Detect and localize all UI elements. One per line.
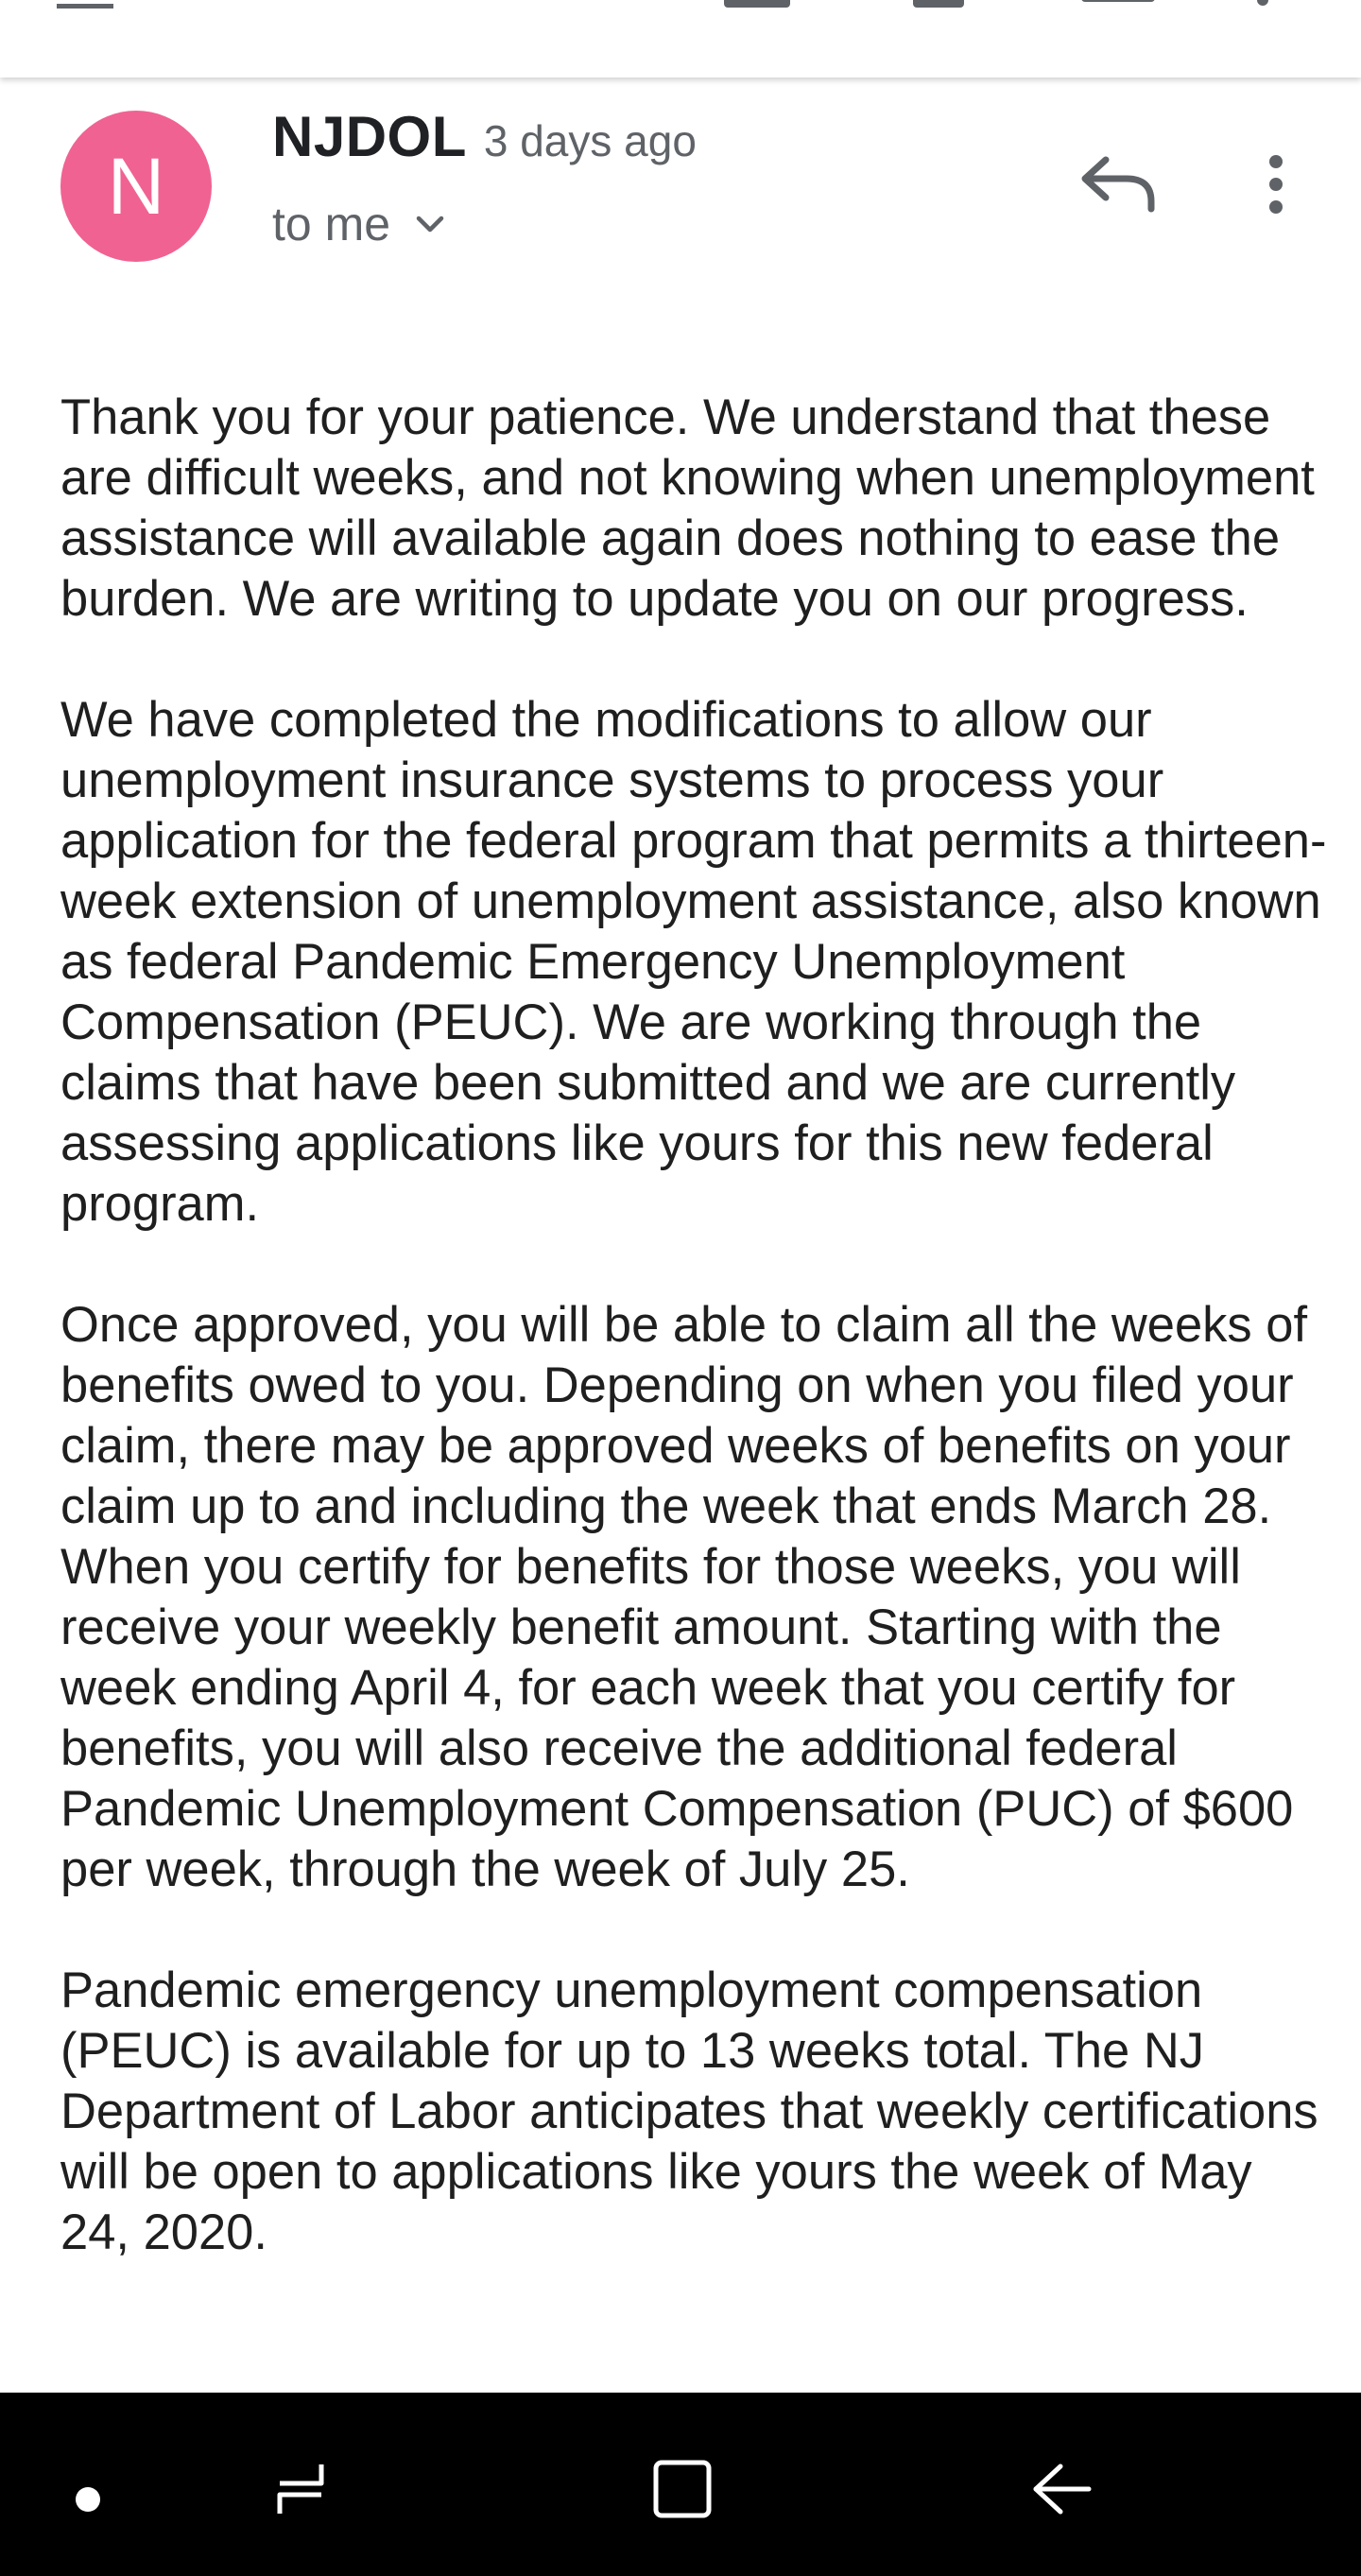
avatar[interactable]: N	[60, 111, 212, 262]
body-paragraph: Thank you for your patience. We understand that these are difficult weeks, and not knowing when unemployment assistance will available again does nothing to ease the burden. We are writing to update you on our progress.	[60, 389, 1315, 627]
body-paragraph: Once approved, you will be able to claim all the weeks of benefits owed to you. Depending on when you filed your claim, there may be approved weeks of benefits on your claim up to and including the week that ends March 28. When you certify for benefits for those weeks, you will receive your weekly benefit amount. Starting with the week ending April 4, for each week that you certify for benefits, you will also receive the additional federal Pandemic Unemployment Compensation (PUC) of $600 per week, through the week of July 25.	[60, 1297, 1308, 1897]
sender-name[interactable]: NJDOL	[272, 105, 467, 168]
back-arrow-icon[interactable]	[57, 0, 113, 9]
body-paragraph: We have completed the modifications to allow our unemployment insurance systems to process your application for the federal program that permits a thirteen-week extension of unemployment assistance, also known as federal Pandemic Emergency Unemployment Compensation (PEUC). We are working through the claims that have been submitted and we are currently assessing applications like yours for this new federal program.	[60, 692, 1327, 1232]
sender-line	[272, 104, 697, 169]
reply-icon[interactable]	[1077, 147, 1163, 222]
back-icon[interactable]	[1026, 2455, 1094, 2523]
archive-icon[interactable]	[724, 0, 790, 8]
recents-icon[interactable]	[267, 2455, 335, 2523]
mail-icon[interactable]	[1081, 0, 1155, 2]
email-body	[60, 388, 1327, 2324]
home-icon[interactable]	[648, 2455, 716, 2523]
more-vert-icon[interactable]	[1257, 147, 1295, 222]
nav-dot-icon[interactable]	[76, 2487, 100, 2512]
sent-time: 3 days ago	[483, 116, 697, 165]
delete-icon[interactable]	[913, 0, 964, 8]
system-nav-bar	[0, 2393, 1361, 2576]
body-paragraph: Pandemic emergency unemployment compensation (PEUC) is available for up to 13 weeks total. The NJ Department of Labor anticipates that weekly certifications will be open to applications like yours the week of May 24, 2020.	[60, 1962, 1318, 2260]
recipient-toggle[interactable]	[272, 197, 449, 251]
chevron-down-icon	[411, 205, 449, 243]
top-app-bar	[0, 0, 1361, 78]
recipient-label: to me	[272, 198, 391, 251]
toolbar-more-icon[interactable]	[1257, 0, 1268, 6]
